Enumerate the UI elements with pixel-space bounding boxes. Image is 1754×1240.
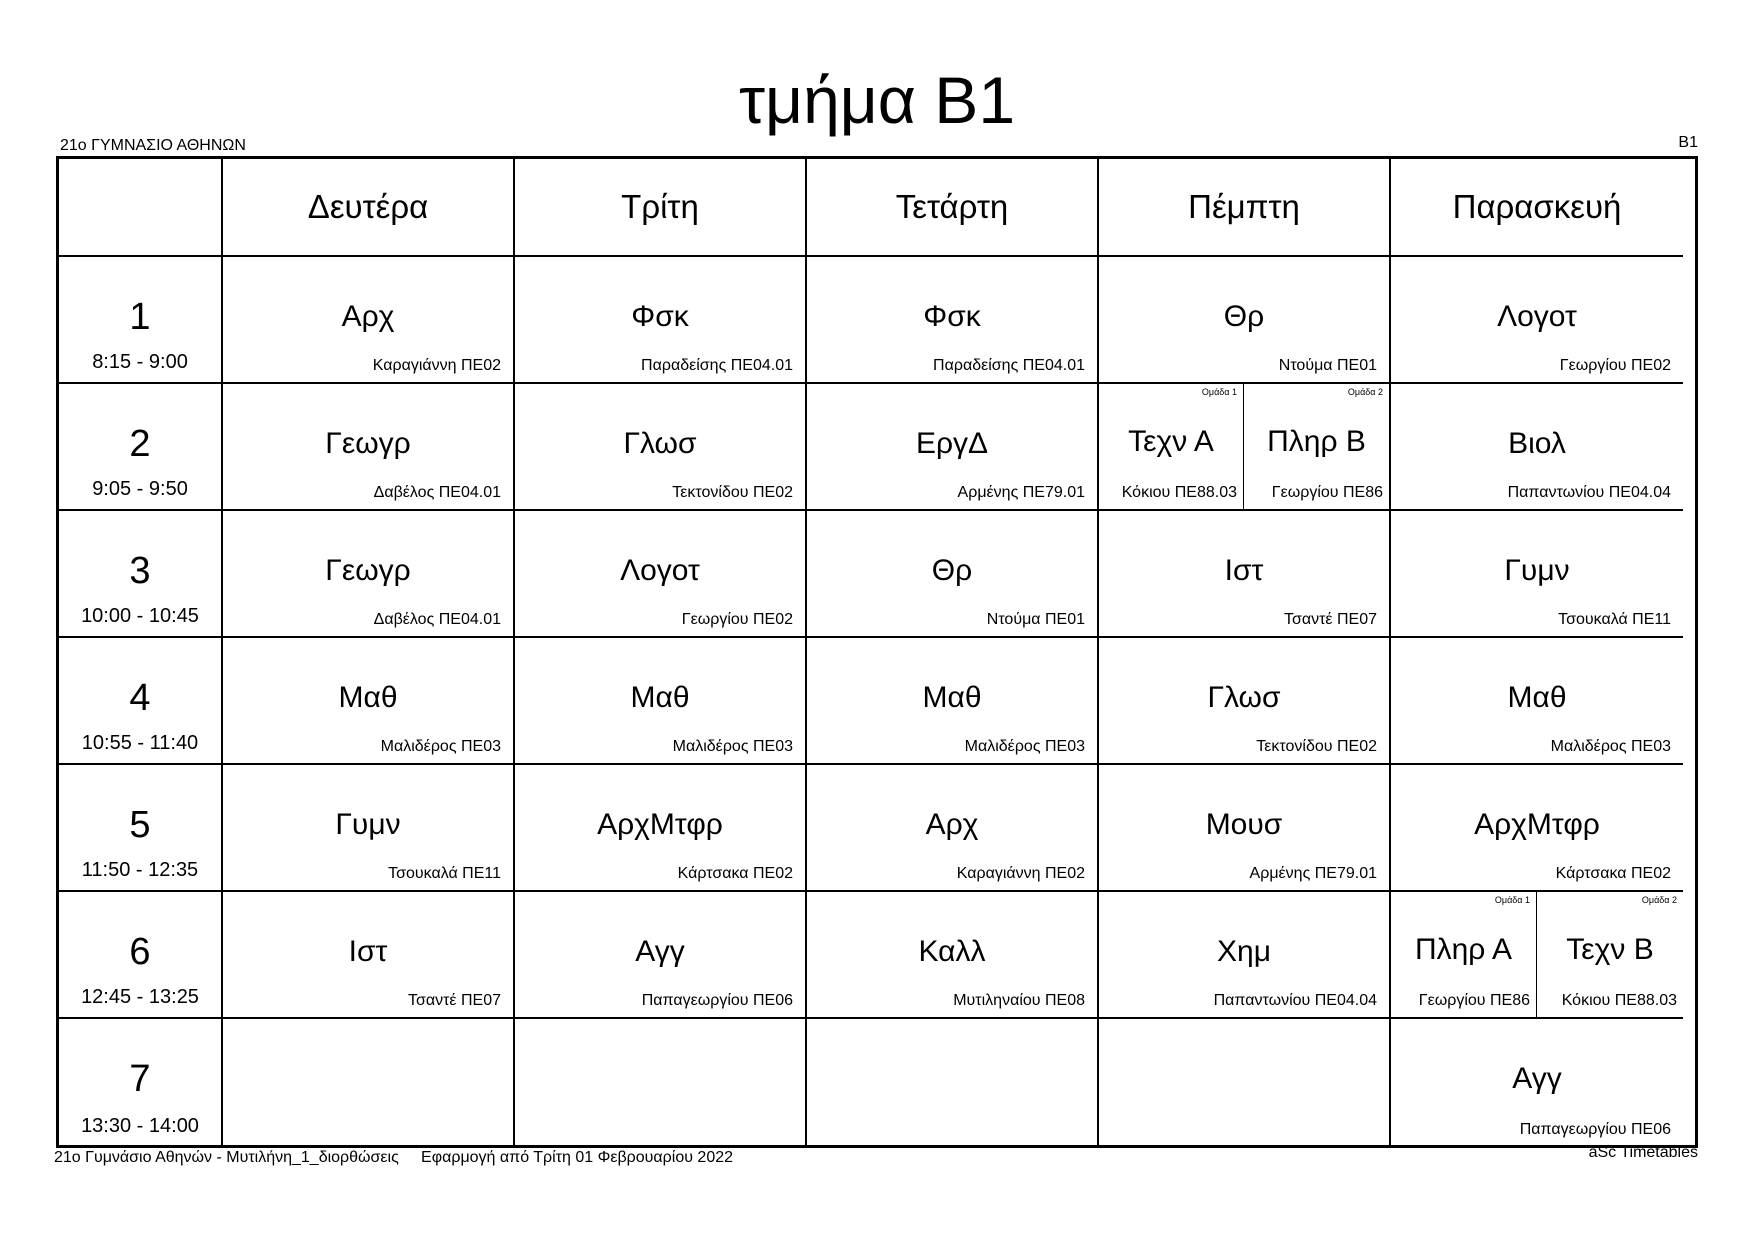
group-label: Ομάδα 1 [1494,895,1530,905]
footer-info: 21ο Γυμνάσιο Αθηνών - Μυτιλήνη_1_διορθώσεις Εφαρμογή από Τρίτη 01 Φεβρουαρίου 2022 [54,1149,734,1166]
lesson-subject: ΕργΔ [915,427,989,460]
lesson-teacher: Παπαντωνίου ΠΕ04.04 [1213,992,1377,1009]
lesson-subject: Φσκ [923,300,981,333]
lesson-subject: Γλωσ [1207,681,1281,714]
lesson-subject: Τεχν Α [1128,425,1214,458]
lesson-subject: Γεωγρ [325,554,411,587]
school-name: 21ο ΓΥΜΝΑΣΙΟ ΑΘΗΝΩΝ [60,137,246,154]
lesson-cell [223,892,515,1019]
period-time: 13:30 - 14:00 [81,1115,199,1137]
period-number: 7 [129,1058,151,1100]
lesson-subject: Γυμν [335,808,401,841]
lesson-cell [515,511,807,638]
lesson-teacher: Γεωργίου ΠΕ02 [681,611,793,628]
lesson-teacher: Καραγιάννη ΠΕ02 [956,865,1085,882]
lesson-teacher: Δαβέλος ΠΕ04.01 [373,611,501,628]
lesson-cell [1391,892,1683,1019]
empty-cell [223,1019,515,1146]
lesson-subject: Γεωγρ [325,427,411,460]
lesson-teacher: Δαβέλος ΠΕ04.01 [373,484,501,501]
lesson-cell [807,638,1099,765]
lesson-teacher: Κάρτσακα ΠΕ02 [677,865,793,882]
lesson-cell [1391,765,1683,892]
lesson-cell [1099,765,1391,892]
period-cell [59,765,223,892]
day-header: Πέμπτη [1099,159,1391,257]
lesson-cell [807,892,1099,1019]
lesson-teacher: Παπαγεωργίου ΠΕ06 [641,992,793,1009]
group-label: Ομάδα 1 [1201,387,1237,397]
lesson-teacher: Κόκιου ΠΕ88.03 [1561,992,1677,1009]
group-label: Ομάδα 2 [1347,387,1383,397]
lesson-cell [515,257,807,384]
lesson-cell [1391,384,1683,511]
lesson-teacher: Παπαντωνίου ΠΕ04.04 [1507,484,1671,501]
lesson-teacher: Ντούμα ΠΕ01 [986,611,1085,628]
period-cell [59,1019,223,1146]
lesson-subject: Μαθ [338,681,398,714]
lesson-cell [1099,638,1391,765]
period-cell [59,892,223,1019]
period-time: 10:55 - 11:40 [81,732,199,754]
lesson-cell [515,638,807,765]
day-header: Παρασκευή [1391,159,1683,257]
group-lesson [1244,384,1389,509]
day-header: Τετάρτη [807,159,1099,257]
lesson-teacher: Μαλιδέρος ΠΕ03 [672,738,793,755]
lesson-teacher: Μυτιληναίου ΠΕ08 [953,992,1085,1009]
lesson-cell [1099,257,1391,384]
lesson-subject: Τεχν Β [1566,933,1654,966]
lesson-cell [807,257,1099,384]
lesson-cell [1391,511,1683,638]
lesson-teacher: Τσουκαλά ΠΕ11 [1558,611,1671,628]
lesson-teacher: Τεκτονίδου ΠΕ02 [672,484,793,501]
lesson-cell [515,765,807,892]
footer-software: aSc Timetables [1588,1144,1698,1161]
group-lesson [1537,892,1683,1017]
empty-cell [807,1019,1099,1146]
lesson-teacher: Γεωργίου ΠΕ02 [1559,357,1671,374]
lesson-teacher: Κάρτσακα ΠΕ02 [1555,865,1671,882]
period-time: 10:00 - 10:45 [81,605,199,627]
lesson-cell [223,384,515,511]
period-cell [59,638,223,765]
period-number: 3 [129,550,151,592]
lesson-cell [223,257,515,384]
period-number: 1 [129,296,151,338]
period-cell [59,257,223,384]
lesson-subject: Καλλ [918,935,986,968]
lesson-teacher: Γεωργίου ΠΕ86 [1418,992,1530,1009]
lesson-subject: Θρ [1223,300,1265,333]
lesson-teacher: Τσουκαλά ΠΕ11 [388,865,501,882]
period-number: 5 [129,804,151,846]
period-time: 8:15 - 9:00 [92,351,188,373]
lesson-subject: Μουσ [1205,808,1283,841]
lesson-cell [1099,384,1391,511]
lesson-subject: Ιστ [1224,554,1264,587]
lesson-subject: ΑρχΜτφρ [597,808,723,841]
lesson-teacher: Παραδείσης ΠΕ04.01 [641,357,793,374]
lesson-teacher: Ντούμα ΠΕ01 [1278,357,1377,374]
lesson-teacher: Αρμένης ΠΕ79.01 [957,484,1085,501]
period-time: 11:50 - 12:35 [81,859,199,881]
lesson-teacher: Μαλιδέρος ΠΕ03 [964,738,1085,755]
lesson-cell [807,511,1099,638]
lesson-cell [1391,257,1683,384]
lesson-subject: Γλωσ [623,427,697,460]
lesson-teacher: Παραδείσης ΠΕ04.01 [933,357,1085,374]
lesson-teacher: Τεκτονίδου ΠΕ02 [1256,738,1377,755]
lesson-subject: Πληρ Β [1267,425,1366,458]
lesson-teacher: Παπαγεωργίου ΠΕ06 [1519,1121,1671,1138]
group-lesson [1099,384,1244,509]
period-number: 4 [129,677,151,719]
lesson-teacher: Τσαντέ ΠΕ07 [1283,611,1377,628]
lesson-subject: Ιστ [348,935,388,968]
lesson-subject: Αρχ [925,808,979,841]
lesson-cell [223,638,515,765]
group-lesson [1391,892,1537,1017]
lesson-cell [1099,511,1391,638]
lesson-cell [807,765,1099,892]
period-number: 2 [129,423,151,465]
lesson-subject: Θρ [931,554,973,587]
lesson-subject: Αγγ [1512,1062,1562,1095]
lesson-teacher: Καραγιάννη ΠΕ02 [372,357,501,374]
timetable-grid [56,156,1698,1148]
period-number: 6 [129,931,151,973]
lesson-cell [223,511,515,638]
lesson-subject: Λογοτ [1497,300,1577,333]
lesson-teacher: Τσαντέ ΠΕ07 [407,992,501,1009]
lesson-cell [1391,1019,1683,1146]
lesson-teacher: Μαλιδέρος ΠΕ03 [1550,738,1671,755]
lesson-subject: Πληρ Α [1414,933,1513,966]
lesson-cell [515,384,807,511]
day-header: Δευτέρα [223,159,515,257]
lesson-subject: Μαθ [922,681,982,714]
lesson-teacher: Γεωργίου ΠΕ86 [1271,484,1383,501]
lesson-subject: Λογοτ [620,554,700,587]
class-code: B1 [1678,134,1698,151]
lesson-subject: Μαθ [1507,681,1567,714]
lesson-subject: Φσκ [631,300,689,333]
lesson-subject: Αγγ [635,935,685,968]
lesson-cell [515,892,807,1019]
lesson-subject: ΑρχΜτφρ [1474,808,1600,841]
lesson-teacher: Μαλιδέρος ΠΕ03 [380,738,501,755]
corner-cell [59,159,223,257]
lesson-teacher: Κόκιου ΠΕ88.03 [1121,484,1237,501]
lesson-cell [1391,638,1683,765]
day-header: Τρίτη [515,159,807,257]
period-time: 12:45 - 13:25 [81,986,199,1008]
lesson-cell [807,384,1099,511]
period-time: 9:05 - 9:50 [92,478,188,500]
lesson-cell [1099,892,1391,1019]
group-label: Ομάδα 2 [1641,895,1677,905]
lesson-subject: Αρχ [341,300,395,333]
empty-cell [1099,1019,1391,1146]
lesson-teacher: Αρμένης ΠΕ79.01 [1249,865,1377,882]
lesson-cell [223,765,515,892]
lesson-subject: Μαθ [630,681,690,714]
empty-cell [515,1019,807,1146]
period-cell [59,511,223,638]
lesson-subject: Χημ [1217,935,1271,968]
page-title: τμήμα B1 [738,63,1016,137]
period-cell [59,384,223,511]
lesson-subject: Γυμν [1504,554,1570,587]
lesson-subject: Βιολ [1508,427,1566,460]
